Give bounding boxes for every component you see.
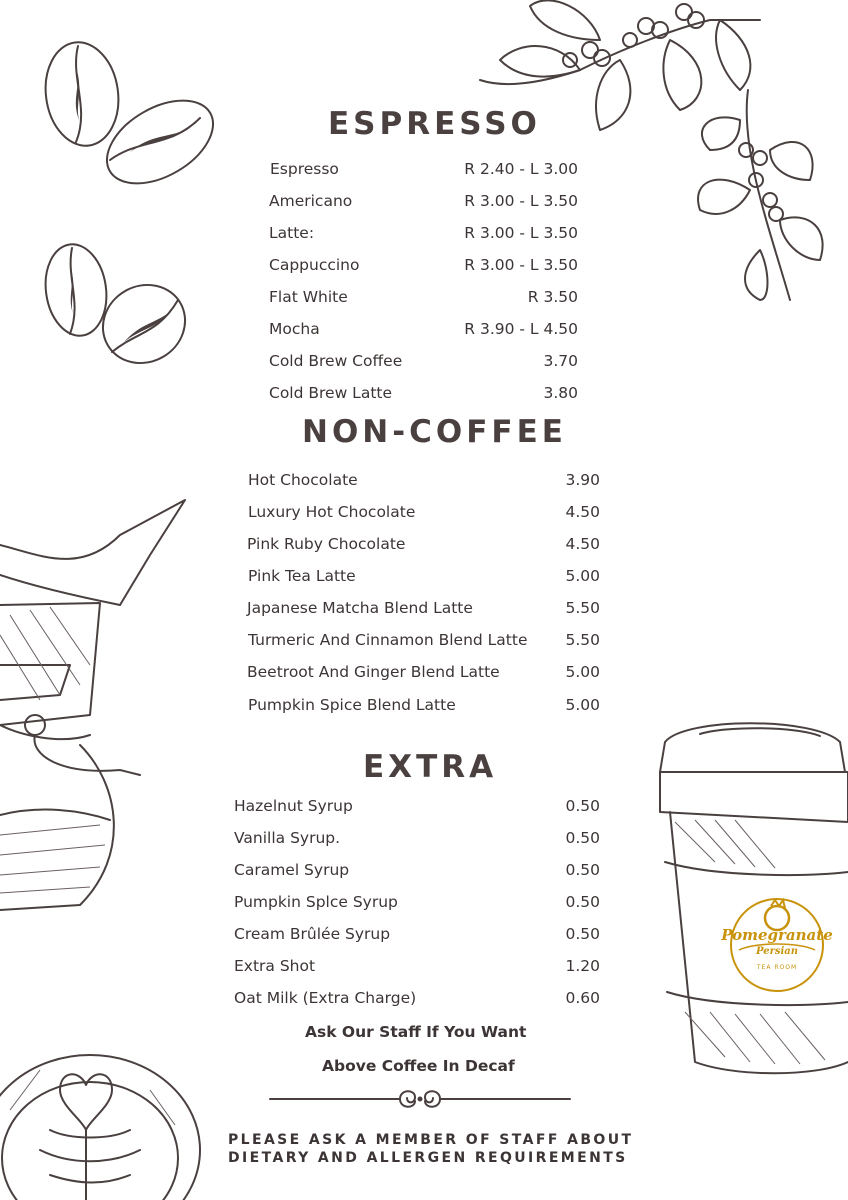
item-name: Cold Brew Latte [269, 384, 393, 402]
menu-item [248, 471, 600, 495]
coffee-beans-illustration-middle [40, 244, 200, 374]
item-price: 5.00 [565, 696, 600, 714]
menu-item [248, 631, 600, 655]
section-title-extra: EXTRA [363, 749, 498, 785]
item-name: Pumpkin Spice Blend Latte [248, 696, 456, 714]
item-name: Vanilla Syrup. [234, 829, 341, 847]
decaf-note-line2: Above Coffee In Decaf [322, 1057, 515, 1075]
menu-item [269, 352, 578, 376]
item-name: Mocha [269, 320, 320, 338]
menu-item [269, 224, 578, 248]
item-price: 3.90 [565, 471, 600, 489]
item-price: 5.50 [565, 631, 600, 649]
item-name: Cold Brew Coffee [269, 352, 403, 370]
item-name: Latte: [269, 224, 315, 242]
menu-item [234, 797, 600, 821]
item-name: Americano [269, 192, 353, 210]
section-title-non-coffee: NON-COFFEE [302, 414, 567, 450]
item-price: 0.50 [565, 797, 600, 815]
menu-item [248, 503, 600, 527]
menu-item [234, 829, 600, 853]
item-price: 4.50 [565, 535, 600, 553]
menu-item [248, 567, 600, 591]
item-price: 5.00 [565, 663, 600, 681]
item-price: 0.50 [565, 861, 600, 879]
menu-item [269, 320, 578, 344]
item-name: Beetroot And Ginger Blend Latte [247, 663, 500, 681]
item-name: Oat Milk (Extra Charge) [234, 989, 417, 1007]
item-name: Pink Tea Latte [248, 567, 356, 585]
item-name: Espresso [270, 160, 339, 178]
allergen-notice-line2: DIETARY AND ALLERGEN REQUIREMENTS [228, 1150, 628, 1166]
latte-art-cup-illustration [0, 1030, 200, 1200]
item-price: R 3.90 - L 4.50 [464, 320, 578, 338]
item-name: Caramel Syrup [234, 861, 350, 879]
item-price: 5.50 [565, 599, 600, 617]
menu-item [234, 861, 600, 885]
coffee-beans-illustration-top [40, 38, 210, 188]
item-price: R 2.40 - L 3.00 [464, 160, 578, 178]
menu-item [269, 384, 578, 408]
menu-item [248, 696, 600, 720]
decaf-note-line1: Ask Our Staff If You Want [305, 1023, 527, 1041]
pomegranate-icon [715, 890, 839, 1000]
section-title-espresso: ESPRESSO [328, 106, 541, 142]
menu-item [234, 957, 600, 981]
item-name: Turmeric And Cinnamon Blend Latte [248, 631, 528, 649]
menu-item [234, 925, 600, 949]
item-name: Japanese Matcha Blend Latte [247, 599, 473, 617]
item-name: Hazelnut Syrup [234, 797, 353, 815]
menu-item [234, 893, 600, 917]
item-price: 0.60 [565, 989, 600, 1007]
menu-item [270, 160, 578, 184]
item-price: 0.50 [565, 925, 600, 943]
item-name: Cappuccino [269, 256, 360, 274]
item-name: Extra Shot [234, 957, 316, 975]
item-name: Flat White [269, 288, 348, 306]
item-price: 4.50 [565, 503, 600, 521]
logo-sub: Persian [755, 946, 799, 957]
pour-over-coffee-maker-illustration [0, 495, 200, 915]
allergen-notice-line1: PLEASE ASK A MEMBER OF STAFF ABOUT [228, 1132, 634, 1148]
logo-tag: TEA ROOM [756, 964, 798, 971]
logo-name: Pomegranate [721, 926, 833, 944]
item-price: R 3.00 - L 3.50 [464, 224, 578, 242]
item-name: Pumpkin Splce Syrup [234, 893, 398, 911]
item-name: Luxury Hot Chocolate [248, 503, 416, 521]
item-name: Hot Chocolate [248, 471, 358, 489]
item-name: Pink Ruby Chocolate [247, 535, 406, 553]
menu-item [269, 288, 578, 312]
menu-item [269, 256, 578, 280]
allergen-notice [228, 1131, 648, 1167]
pomegranate-logo [715, 890, 839, 1000]
menu-item [269, 192, 578, 216]
item-price: R 3.00 - L 3.50 [464, 192, 578, 210]
item-name: Cream Brûlée Syrup [234, 925, 391, 943]
item-price: 3.70 [543, 352, 578, 370]
menu-item [234, 989, 600, 1013]
item-price: 1.20 [565, 957, 600, 975]
item-price: 5.00 [565, 567, 600, 585]
menu-item [247, 663, 600, 687]
item-price: R 3.00 - L 3.50 [464, 256, 578, 274]
item-price: R 3.50 [527, 288, 578, 306]
menu-item [247, 599, 600, 623]
ornamental-divider [270, 1086, 570, 1116]
item-price: 3.80 [543, 384, 578, 402]
menu-item [247, 535, 600, 559]
item-price: 0.50 [565, 829, 600, 847]
item-price: 0.50 [565, 893, 600, 911]
